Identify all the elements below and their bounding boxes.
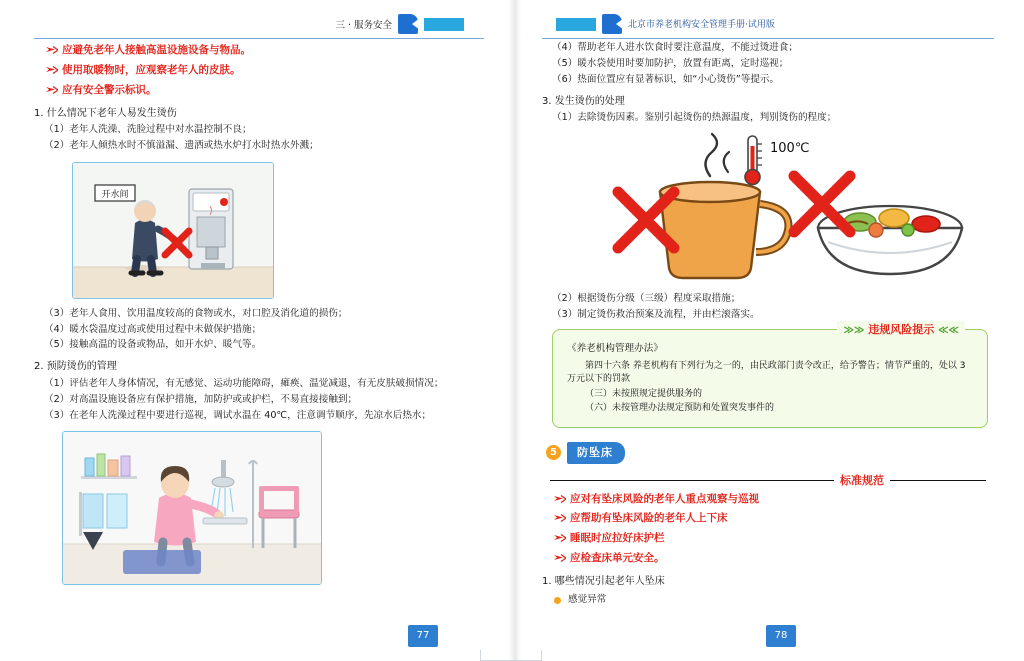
left-page-body <box>34 42 484 585</box>
page-bottom-notch <box>480 650 542 661</box>
divider <box>550 480 834 481</box>
left-page-header <box>34 14 484 40</box>
arrow-icon <box>46 46 58 54</box>
red-bullet-item <box>46 62 484 80</box>
subheading: 1. 什么情况下老年人易发生烫伤 <box>34 107 177 119</box>
subheading: 2. 预防烫伤的管理 <box>34 361 117 373</box>
figure-water-room <box>72 162 274 299</box>
paragraph: （1）评估老年人身体情况，有无感觉、运动功能障碍，瘫痪、温觉减退，有无皮肤破损情况； <box>44 377 444 389</box>
right-page-number: 78 <box>766 625 796 647</box>
paragraph: （4）暖水袋温度过高或使用过程中未做保护措施； <box>44 323 262 335</box>
red-bullet-item <box>554 510 994 528</box>
temperature-label: 100℃ <box>770 140 810 156</box>
section-number-badge: 5 <box>546 445 561 460</box>
paragraph: （5）暖水袋使用时要加防护，放置有距离，定时巡视； <box>552 57 789 69</box>
arrow-icon <box>554 514 566 522</box>
header-rule <box>542 38 994 39</box>
chevron-left-icon: ≫≫ <box>843 324 865 336</box>
standard-label: 标准规范 <box>840 473 884 487</box>
red-bullet-text: 使用取暖物时，应观察老年人的皮肤。 <box>62 63 241 76</box>
arrow-icon <box>554 495 566 503</box>
right-page-header <box>542 14 994 40</box>
regulation-paragraph: 第四十六条 养老机构有下列行为之一的，由民政部门责令改正，给予警告；情节严重的，处以 3 万元以下的罚款 <box>567 360 966 385</box>
subheading: 3. 发生烫伤的处理 <box>542 95 625 107</box>
figure-bathroom-illustration <box>63 432 321 584</box>
regulation-clause: （三）未按照规定提供服务的 <box>585 388 703 399</box>
red-bullet-text: 睡眠时应拉好床护栏 <box>570 532 665 545</box>
header-rule <box>34 38 484 39</box>
bookmark-icon <box>398 14 418 34</box>
thermometer-icon <box>745 136 762 185</box>
header-color-bar <box>556 18 596 31</box>
violation-risk-title <box>837 321 965 339</box>
section-heading <box>546 442 994 464</box>
red-bullet-text: 应检查床单元安全。 <box>570 552 665 565</box>
right-header-title: 北京市养老机构安全管理手册·试用版 <box>628 20 775 30</box>
red-bullet-text: 应避免老年人接触高温设施设备与物品。 <box>62 44 251 56</box>
figure-hot-food-illustration <box>542 130 994 290</box>
paragraph: （5）接触高温的设备或物品，如开水炉、暖气等。 <box>44 339 262 351</box>
red-bullet-item <box>554 550 994 568</box>
red-bullet-text: 应有安全警示标识。 <box>62 83 157 96</box>
figure-water-room-illustration <box>73 163 273 298</box>
left-page-number: 77 <box>408 625 438 647</box>
red-bullet-item <box>554 491 994 509</box>
list-item: 感觉异常 <box>554 593 994 608</box>
red-bullet-item <box>46 82 484 100</box>
red-bullet-text: 应帮助有坠床风险的老年人上下床 <box>570 512 728 525</box>
paragraph: （1）去除烫伤因素。鉴别引起烫伤的热源温度，判别烫伤的程度； <box>552 112 837 124</box>
arrow-icon <box>554 554 566 562</box>
paragraph: （2）老年人倾热水时不慎溢漏、遗洒或热水炉打水时热水外溅； <box>44 139 319 151</box>
right-page <box>512 0 1024 661</box>
paragraph: （3）制定烫伤救治预案及流程，并由栏滚落实。 <box>552 308 760 320</box>
subheading: 1. 哪些情况引起老年人坠床 <box>542 575 665 587</box>
figure-bathroom <box>62 431 322 585</box>
header-color-bar <box>424 18 464 31</box>
paragraph: （4）帮助老年人进水饮食时要注意温度，不能过烫进食； <box>552 42 798 53</box>
chevron-right-icon: ≪≪ <box>938 324 959 336</box>
bookmark-icon <box>602 14 622 34</box>
figure-hot-food-forbidden <box>542 130 994 290</box>
left-header-title: 三 · 服务安全 <box>335 20 392 31</box>
arrow-icon <box>554 534 566 542</box>
paragraph: （6）热面位置应有显著标识，如“小心烫伤”等提示。 <box>552 73 780 85</box>
red-bullet-text: 应对有坠床风险的老年人重点观察与巡视 <box>570 492 759 505</box>
regulation-clause: （六）未按管理办法规定预防和处置突发事件的 <box>585 403 775 414</box>
paragraph: （3）在老年人洗澡过程中要进行巡视，调试水温在 40℃，注意调节顺序，先凉水后热水； <box>44 409 432 421</box>
right-page-body <box>542 41 994 608</box>
red-bullet-item <box>46 42 484 60</box>
svg-text:开水间: 开水间 <box>101 189 129 200</box>
divider <box>890 480 986 481</box>
paragraph: （2）对高温设施设备应有保护措施，加防护或或护栏，不易直接接触到； <box>44 393 358 405</box>
regulation-title: 《养老机构管理办法》 <box>567 342 663 354</box>
paragraph: （1）老年人洗澡、洗脸过程中对水温控制不良； <box>44 124 252 136</box>
paragraph: （3）老年人食用、饮用温度较高的食物或水，对口腔及消化道的损伤； <box>44 307 348 319</box>
paragraph: （2）根据烫伤分级（三级）程度采取措施； <box>552 292 741 304</box>
red-bullet-item <box>554 530 994 548</box>
arrow-icon <box>46 86 58 94</box>
violation-risk-box <box>552 322 988 428</box>
section-title: 防坠床 <box>567 442 625 464</box>
violation-risk-title-text: 违规风险提示 <box>868 322 935 336</box>
standard-label-row <box>550 472 986 489</box>
arrow-icon <box>46 66 58 74</box>
